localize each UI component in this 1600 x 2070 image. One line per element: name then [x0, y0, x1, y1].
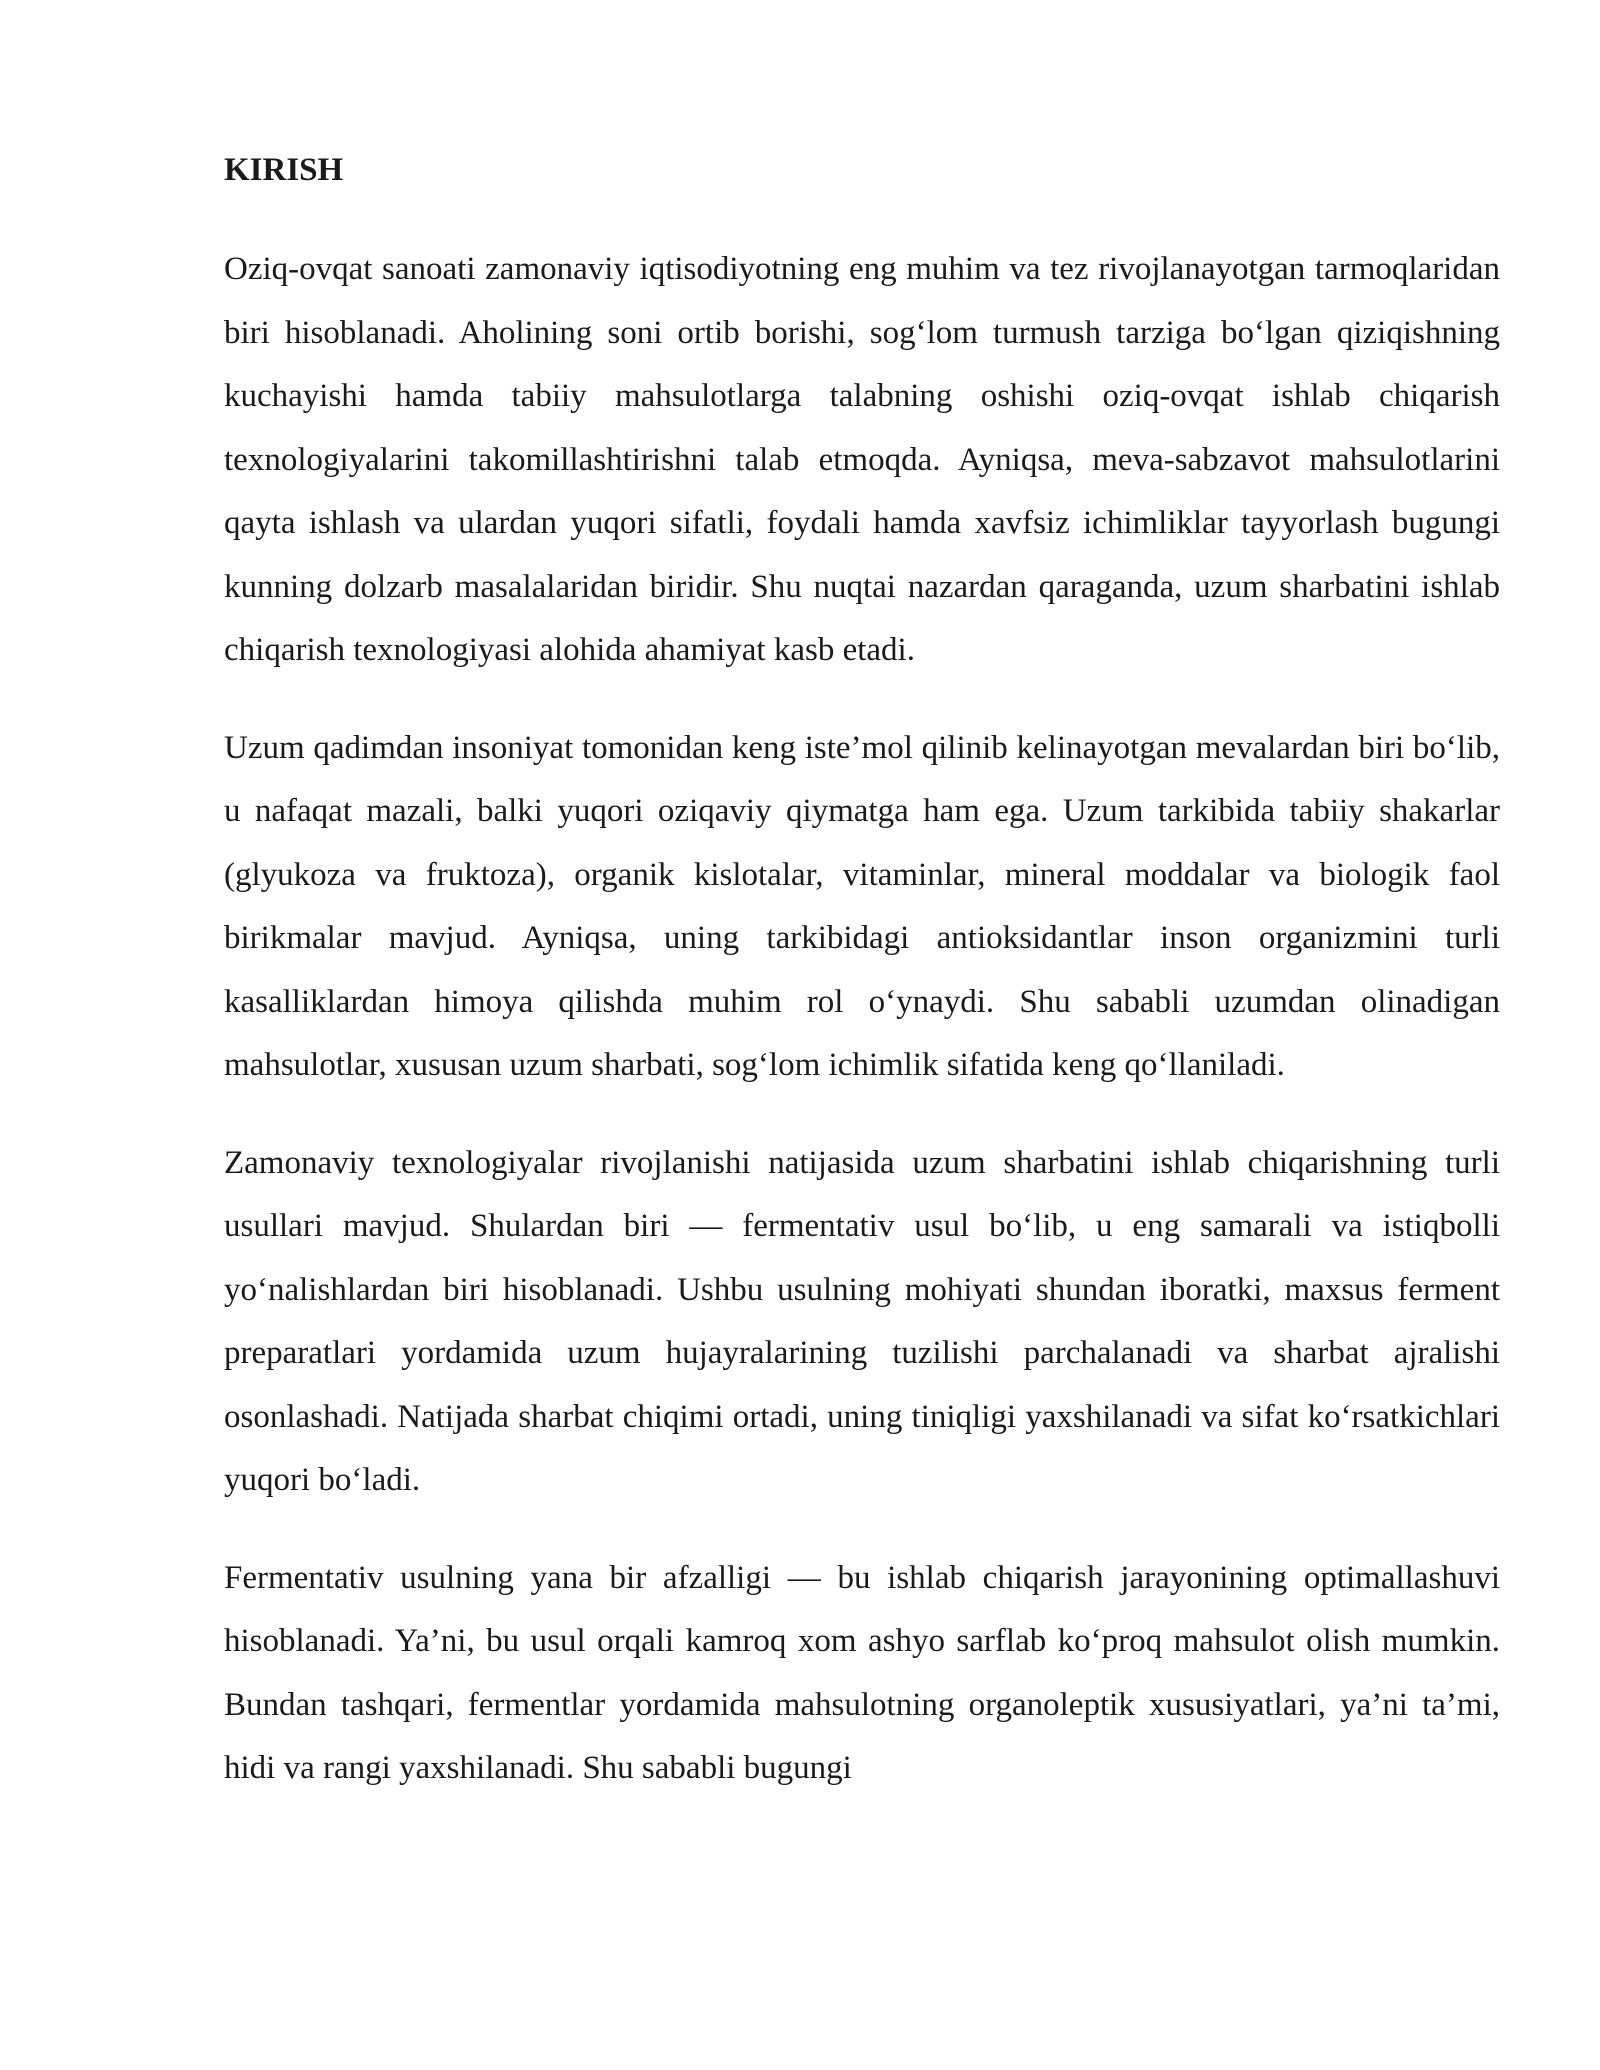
paragraph-4: Fermentativ usulning yana bir afzalligi — bu ishlab chiqarish jarayonining optimallashuvi hisoblanadi. Ya’ni, bu usul orqali kamroq xom ashyo sarflab ko‘proq mahsulot olish mumkin. Bundan tashqari, fermentlar yordamida mahsulotning organoleptik xususiyatlari, ya’ni ta’mi, hidi va rangi yaxshilanadi. Shu sababli bugungi	[224, 1559, 1500, 1786]
paragraph-1: Oziq-ovqat sanoati zamonaviy iqtisodiyotning eng muhim va tez rivojlanayotgan tarmoqlaridan biri hisoblanadi. Aholining soni ortib borishi, sog‘lom turmush tarziga bo‘lgan qiziqishning kuchayishi hamda tabiiy mahsulotlarga talabning oshishi oziq-ovqat ishlab chiqarish texnologiyalarini takomillashtirishni talab etmoqda. Ayniqsa, meva-sabzavot mahsulotlarini qayta ishlash va ulardan yuqori sifatli, foydali hamda xavfsiz ichimliklar tayyorlash bugungi kunning dolzarb masalalaridan biridir. Shu nuqtai nazardan qaraganda, uzum sharbatini ishlab chiqarish texnologiyasi alohida ahamiyat kasb etadi.	[224, 251, 1500, 668]
section-heading: KIRISH	[224, 152, 344, 188]
document-body	[224, 150, 1500, 1801]
paragraph-3: Zamonaviy texnologiyalar rivojlanishi natijasida uzum sharbatini ishlab chiqarishning turli usullari mavjud. Shulardan biri — fermentativ usul bo‘lib, u eng samarali va istiqbolli yo‘nalishlardan biri hisoblanadi. Ushbu usulning mohiyati shundan iboratki, maxsus ferment preparatlari yordamida uzum hujayralarining tuzilishi parchalanadi va sharbat ajralishi osonlashadi. Natijada sharbat chiqimi ortadi, uning tiniqligi yaxshilanadi va sifat ko‘rsatkichlari yuqori bo‘ladi.	[224, 1144, 1500, 1498]
paragraph-2: Uzum qadimdan insoniyat tomonidan keng iste’mol qilinib kelinayotgan mevalardan biri bo‘lib, u nafaqat mazali, balki yuqori oziqaviy qiymatga ham ega. Uzum tarkibida tabiiy shakarlar (glyukoza va fruktoza), organik kislotalar, vitaminlar, mineral moddalar va biologik faol birikmalar mavjud. Ayniqsa, uning tarkibidagi antioksidantlar inson organizmini turli kasalliklardan himoya qilishda muhim rol o‘ynaydi. Shu sababli uzumdan olinadigan mahsulotlar, xususan uzum sharbati, sog‘lom ichimlik sifatida keng qo‘llaniladi.	[224, 729, 1500, 1083]
